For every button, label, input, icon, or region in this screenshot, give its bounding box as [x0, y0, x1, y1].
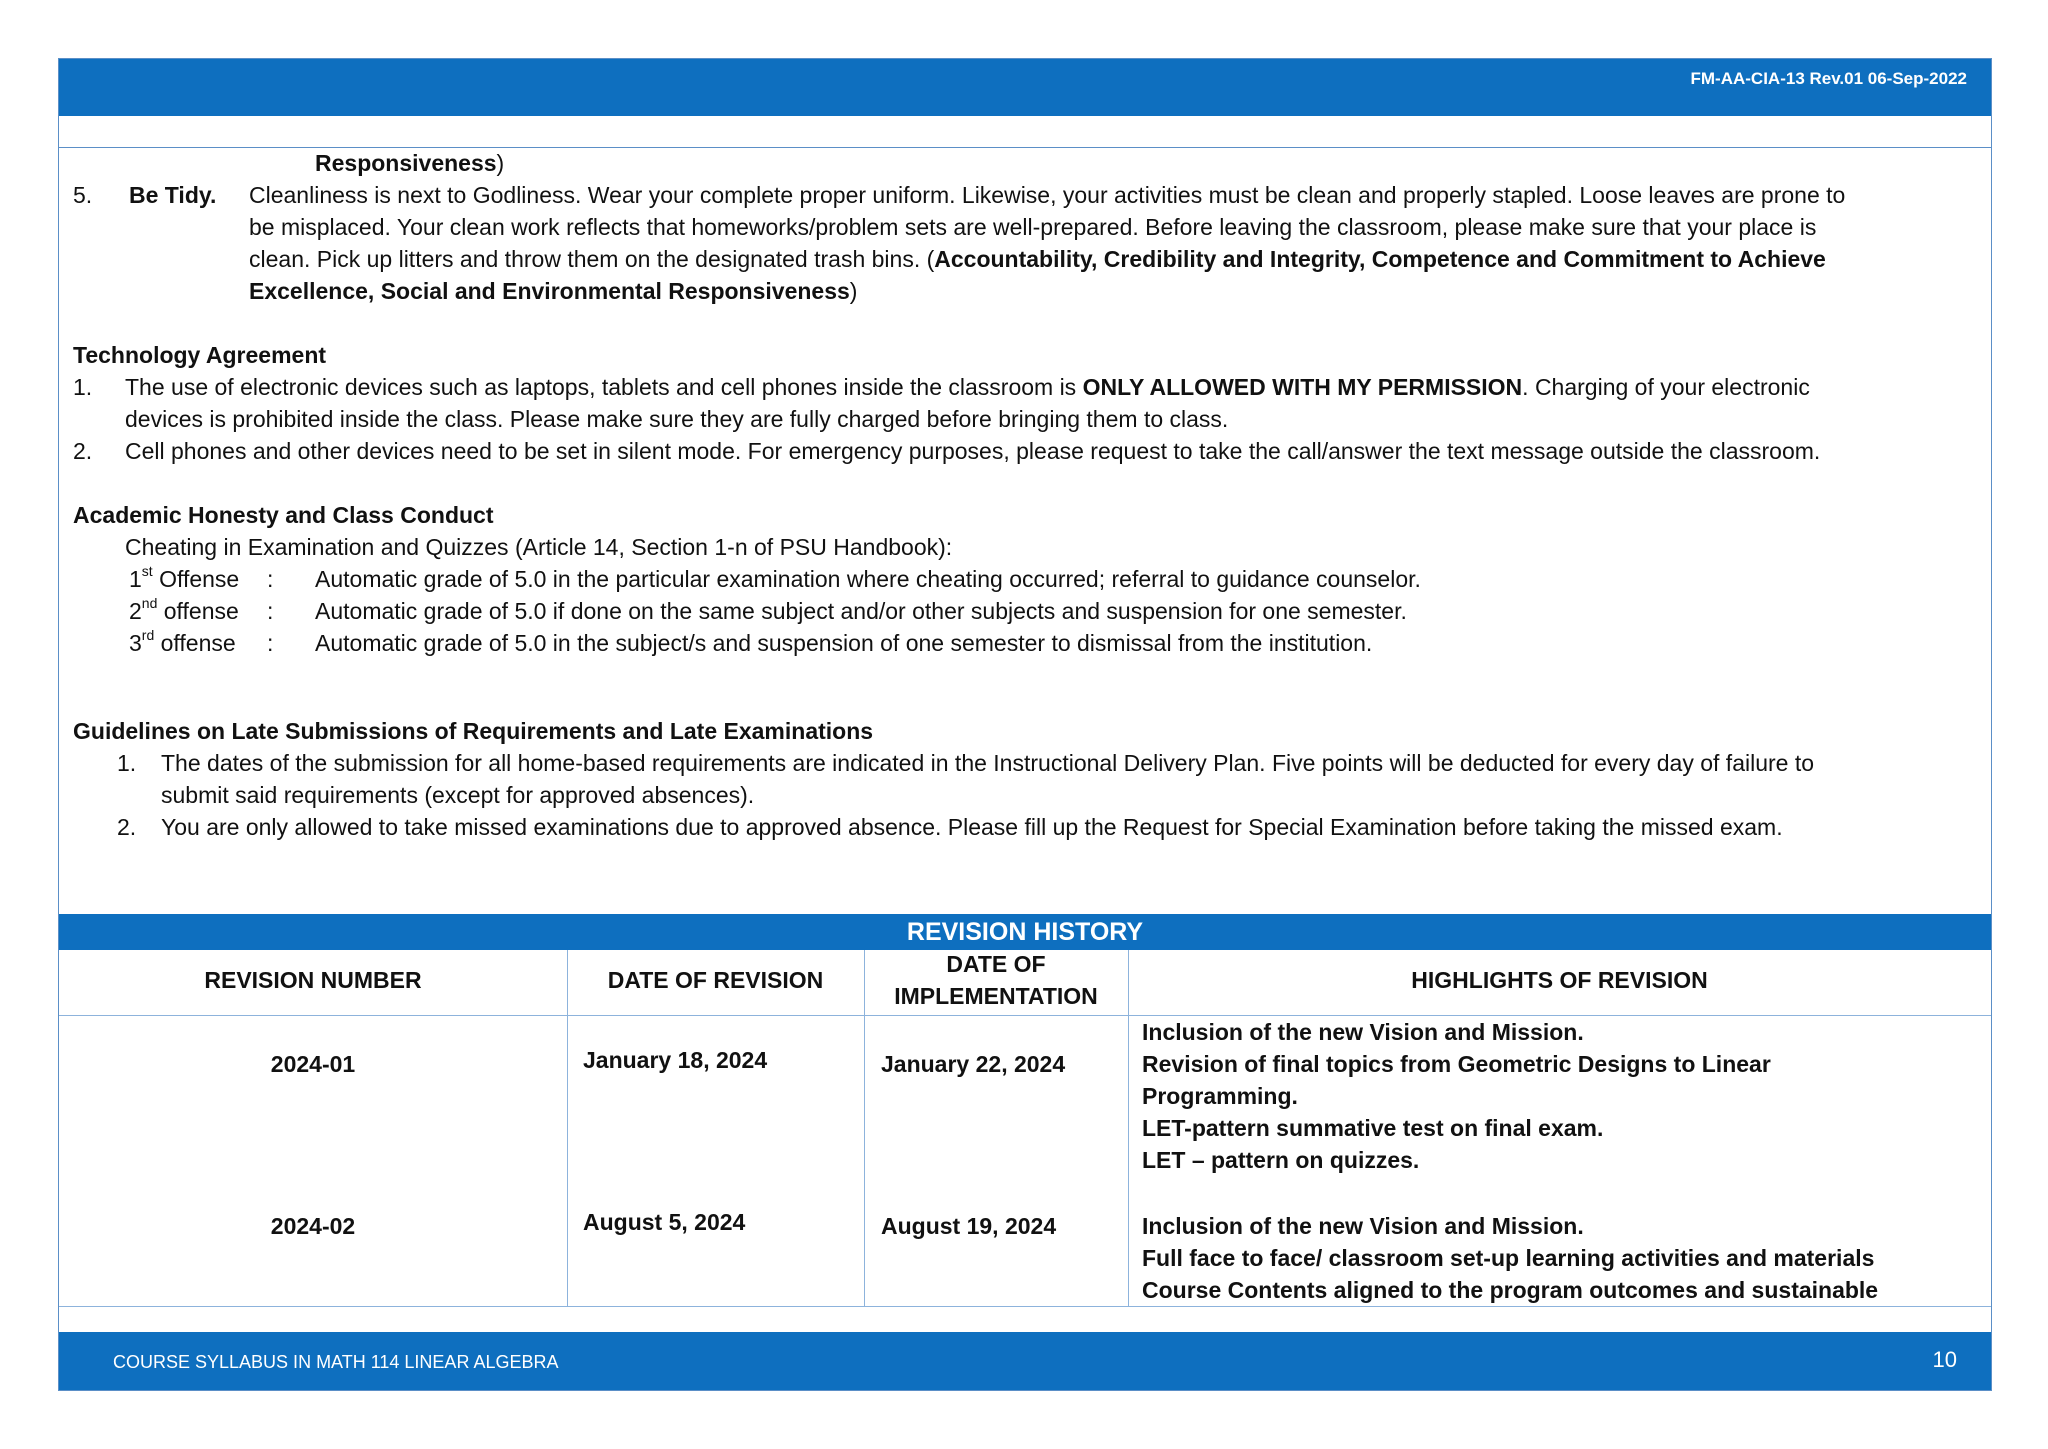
offense-colon: : — [267, 598, 274, 624]
column-header-date-of-revision: DATE OF REVISION — [607, 967, 824, 993]
late-item-2: You are only allowed to take missed examinations due to approved absence. Please fill up the Request for Special Examination before taking the missed exam. — [161, 814, 1783, 840]
column-divider — [1128, 950, 1129, 1307]
table-bottom-border — [59, 1306, 1991, 1307]
late-item-1-line-1: The dates of the submission for all home-based requirements are indicated in the Instructional Delivery Plan. Five points will be deducted for every day of failure to — [161, 750, 1815, 776]
revision-history-title: REVISION HISTORY — [59, 914, 1991, 950]
highlight-line: LET-pattern summative test on final exam. — [1142, 1115, 1604, 1141]
honesty-intro: Cheating in Examination and Quizzes (Article 14, Section 1-n of PSU Handbook): — [125, 534, 953, 560]
highlight-line: Full face to face/ classroom set-up learning activities and materials — [1142, 1245, 1875, 1271]
highlight-line: LET – pattern on quizzes. — [1142, 1147, 1420, 1173]
footer-band — [59, 1332, 1991, 1390]
be-tidy-line-1: Cleanliness is next to Godliness. Wear your complete proper uniform. Likewise, your activities must be clean and properly stapled. Loose leaves are prone to — [249, 182, 1846, 208]
highlight-line: Course Contents aligned to the program outcomes and sustainable — [1142, 1277, 1879, 1303]
offense-colon: : — [267, 630, 274, 656]
offense-penalty: Automatic grade of 5.0 in the particular examination where cheating occurred; referral to guidance counselor. — [315, 566, 1421, 592]
offense-label: 1st Offense — [129, 563, 240, 592]
offense-label: 2nd offense — [129, 595, 239, 624]
technology-item-1-number: 1. — [73, 374, 93, 400]
highlight-line: Programming. — [1142, 1083, 1298, 1109]
column-divider — [567, 950, 568, 1307]
footer-course-title: COURSE SYLLABUS IN MATH 114 LINEAR ALGEBRA — [113, 1352, 559, 1372]
offense-penalty: Automatic grade of 5.0 in the subject/s and suspension of one semester to dismissal from the institution. — [315, 630, 1373, 656]
previous-item-tail: Responsiveness) — [315, 150, 505, 176]
column-header-highlights: HIGHLIGHTS OF REVISION — [1411, 967, 1708, 993]
implementation-date: January 22, 2024 — [881, 1051, 1066, 1077]
late-heading: Guidelines on Late Submissions of Requirements and Late Examinations — [73, 718, 874, 744]
highlight-line: Inclusion of the new Vision and Mission. — [1142, 1213, 1584, 1239]
revision-history-table — [59, 950, 1991, 1307]
revision-date: August 5, 2024 — [583, 1209, 746, 1235]
be-tidy-title: Be Tidy. — [129, 182, 217, 208]
offense-penalty: Automatic grade of 5.0 if done on the same subject and/or other subjects and suspension for one semester. — [315, 598, 1407, 624]
be-tidy-line-3: clean. Pick up litters and throw them on the designated trash bins. (Accountability, Credibility and Integrity, Competence and Commitment to Achieve — [249, 246, 1826, 272]
header-band — [59, 59, 1991, 116]
offense-colon: : — [267, 566, 274, 592]
late-item-1-line-2: submit said requirements (except for approved absences). — [161, 782, 755, 808]
page-number: 10 — [1932, 1347, 1957, 1372]
revision-number: 2024-02 — [270, 1213, 356, 1239]
revision-date: January 18, 2024 — [583, 1047, 768, 1073]
implementation-date: August 19, 2024 — [881, 1213, 1057, 1239]
offense-label: 3rd offense — [129, 627, 236, 656]
be-tidy-line-2: be misplaced. Your clean work reflects that homeworks/problem sets are well-prepared. Before leaving the classroom, please make sure that your place is — [249, 214, 1817, 240]
revision-number: 2024-01 — [270, 1051, 356, 1077]
document-page — [58, 58, 1992, 1391]
highlight-line: Revision of final topics from Geometric Designs to Linear — [1142, 1051, 1771, 1077]
technology-heading: Technology Agreement — [73, 342, 327, 368]
be-tidy-line-4: Excellence, Social and Environmental Responsiveness) — [249, 278, 858, 304]
technology-item-2-number: 2. — [73, 438, 93, 464]
column-header-implementation-line-1: DATE OF — [946, 951, 1046, 977]
late-item-2-number: 2. — [117, 814, 137, 840]
technology-item-1-line-1: The use of electronic devices such as laptops, tablets and cell phones inside the classroom is ONLY ALLOWED WITH MY PERMISSION. Charging of your electronic — [125, 374, 1810, 400]
technology-item-2: Cell phones and other devices need to be set in silent mode. For emergency purposes, please request to take the call/answer the text message outside the classroom. — [125, 438, 1821, 464]
highlight-line: Inclusion of the new Vision and Mission. — [1142, 1019, 1584, 1045]
column-header-revision-number: REVISION NUMBER — [204, 967, 422, 993]
table-header-divider — [59, 1015, 1991, 1016]
technology-item-1-line-2: devices is prohibited inside the class. Please make sure they are fully charged before bringing them to class. — [125, 406, 1229, 432]
be-tidy-number: 5. — [73, 182, 93, 208]
honesty-heading: Academic Honesty and Class Conduct — [73, 502, 494, 528]
form-code: FM-AA-CIA-13 Rev.01 06-Sep-2022 — [1690, 69, 1967, 88]
late-item-1-number: 1. — [117, 750, 137, 776]
column-header-implementation-line-2: IMPLEMENTATION — [894, 983, 1098, 1009]
